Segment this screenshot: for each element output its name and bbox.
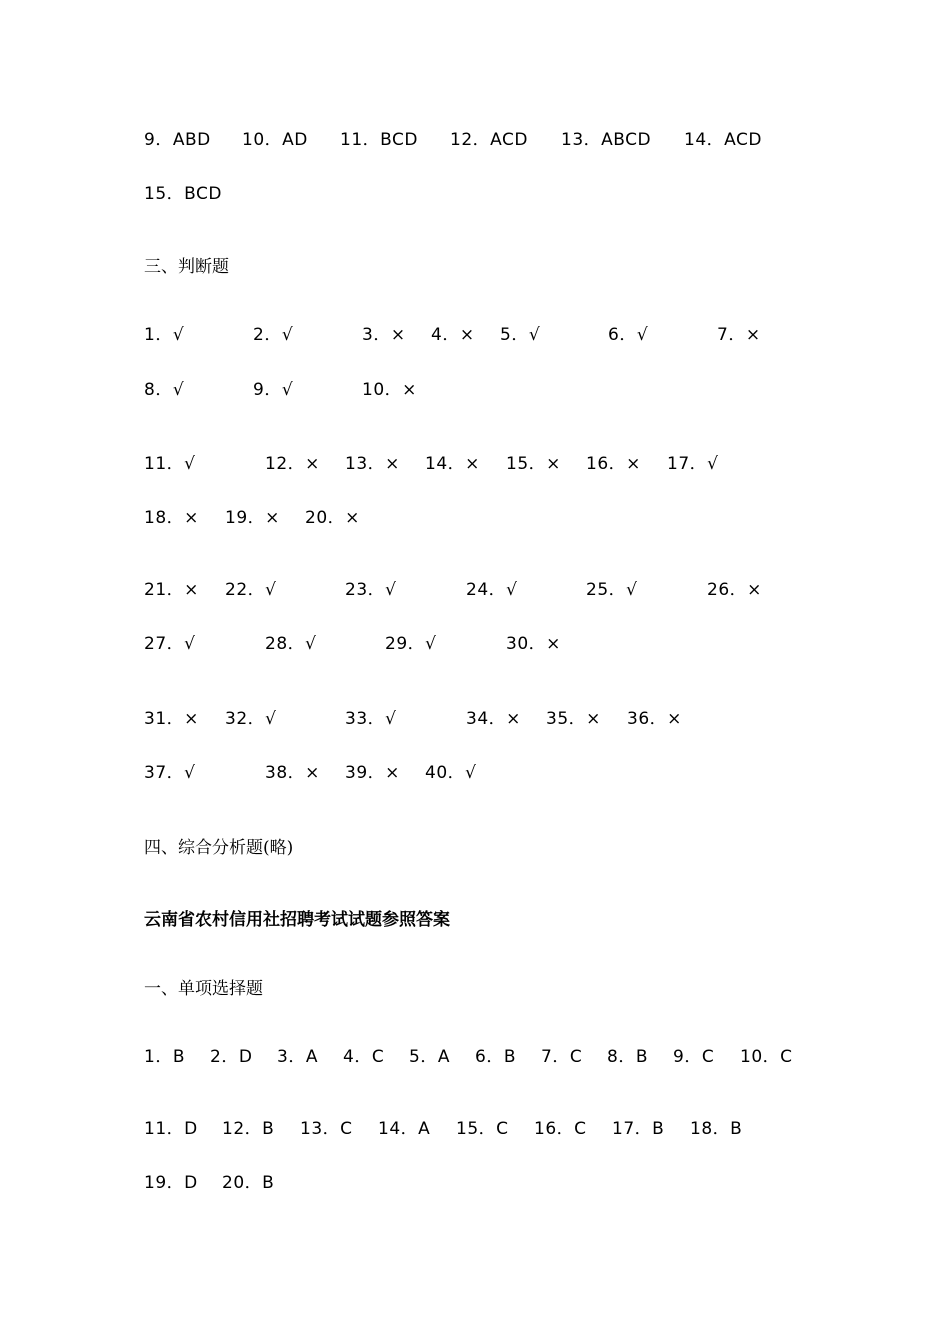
- answer-row: [0, 575, 950, 605]
- answer-item: 12．×: [265, 454, 320, 474]
- answer-row: [0, 1114, 950, 1144]
- answer-item: 10．C: [740, 1047, 793, 1067]
- answer-item: 2．D: [210, 1047, 253, 1067]
- answer-item: 9．√: [253, 380, 294, 400]
- answer-item: 1．B: [144, 1047, 185, 1067]
- answer-item: 23．√: [345, 580, 397, 600]
- answer-item: 40．√: [425, 763, 477, 783]
- answer-row: [0, 1042, 950, 1072]
- answer-item: 34．×: [466, 709, 521, 729]
- answer-item: 4．C: [343, 1047, 385, 1067]
- answer-row: [0, 503, 950, 533]
- answer-item: 13．ABCD: [561, 130, 652, 150]
- answer-item: 15．×: [506, 454, 561, 474]
- answer-item: 14．ACD: [684, 130, 762, 150]
- answer-item: 25．√: [586, 580, 638, 600]
- answer-item: 9．ABD: [144, 130, 211, 150]
- answer-item: 19．D: [144, 1173, 198, 1193]
- answer-item: 26．×: [707, 580, 762, 600]
- answer-item: 19．×: [225, 508, 280, 528]
- answer-item: 13．×: [345, 454, 400, 474]
- answer-item: 24．√: [466, 580, 518, 600]
- answer-item: 8．√: [144, 380, 185, 400]
- answer-item: 11．D: [144, 1119, 198, 1139]
- answer-item: 3．×: [362, 325, 406, 345]
- answer-item: 21．×: [144, 580, 199, 600]
- section-heading-single-choice: 一、单项选择题: [144, 979, 263, 999]
- answer-item: 28．√: [265, 634, 317, 654]
- answer-item: 17．√: [667, 454, 719, 474]
- answer-row: [0, 758, 950, 788]
- answer-row: [0, 125, 950, 155]
- answer-row: [0, 704, 950, 734]
- answer-item: 38．×: [265, 763, 320, 783]
- answer-item: 3．A: [277, 1047, 318, 1067]
- answer-item: 1．√: [144, 325, 185, 345]
- document-title: 云南省农村信用社招聘考试试题参照答案: [144, 910, 450, 930]
- answer-item: 5．A: [409, 1047, 450, 1067]
- answer-item: 9．C: [673, 1047, 715, 1067]
- answer-row: [0, 320, 950, 350]
- answer-item: 37．√: [144, 763, 196, 783]
- answer-item: 4．×: [431, 325, 475, 345]
- answer-item: 16．C: [534, 1119, 587, 1139]
- answer-item: 6．B: [475, 1047, 516, 1067]
- answer-row: [0, 179, 950, 209]
- answer-item: 20．B: [222, 1173, 275, 1193]
- answer-item: 33．√: [345, 709, 397, 729]
- answer-item: 8．B: [607, 1047, 648, 1067]
- answer-item: 7．C: [541, 1047, 583, 1067]
- answer-item: 17．B: [612, 1119, 665, 1139]
- answer-item: 5．√: [500, 325, 541, 345]
- answer-item: 32．√: [225, 709, 277, 729]
- answer-item: 15．BCD: [144, 184, 222, 204]
- answer-item: 7．×: [717, 325, 761, 345]
- answer-item: 2．√: [253, 325, 294, 345]
- answer-item: 15．C: [456, 1119, 509, 1139]
- answer-item: 20．×: [305, 508, 360, 528]
- answer-item: 30．×: [506, 634, 561, 654]
- section-heading-analysis: 四、综合分析题(略): [144, 838, 294, 858]
- answer-item: 10．×: [362, 380, 417, 400]
- answer-item: 35．×: [546, 709, 601, 729]
- answer-item: 27．√: [144, 634, 196, 654]
- answer-item: 14．A: [378, 1119, 431, 1139]
- answer-row: [0, 1168, 950, 1198]
- answer-item: 6．√: [608, 325, 649, 345]
- answer-row: [0, 449, 950, 479]
- answer-item: 14．×: [425, 454, 480, 474]
- answer-item: 31．×: [144, 709, 199, 729]
- answer-item: 36．×: [627, 709, 682, 729]
- answer-item: 22．√: [225, 580, 277, 600]
- answer-item: 13．C: [300, 1119, 353, 1139]
- answer-row: [0, 629, 950, 659]
- answer-row: [0, 375, 950, 405]
- answer-item: 11．√: [144, 454, 196, 474]
- answer-item: 18．B: [690, 1119, 743, 1139]
- answer-item: 29．√: [385, 634, 437, 654]
- section-heading-judgement: 三、判断题: [144, 257, 229, 277]
- answer-item: 11．BCD: [340, 130, 418, 150]
- answer-item: 18．×: [144, 508, 199, 528]
- answer-item: 10．AD: [242, 130, 308, 150]
- answer-item: 12．ACD: [450, 130, 528, 150]
- answer-item: 12．B: [222, 1119, 275, 1139]
- answer-item: 16．×: [586, 454, 641, 474]
- answer-item: 39．×: [345, 763, 400, 783]
